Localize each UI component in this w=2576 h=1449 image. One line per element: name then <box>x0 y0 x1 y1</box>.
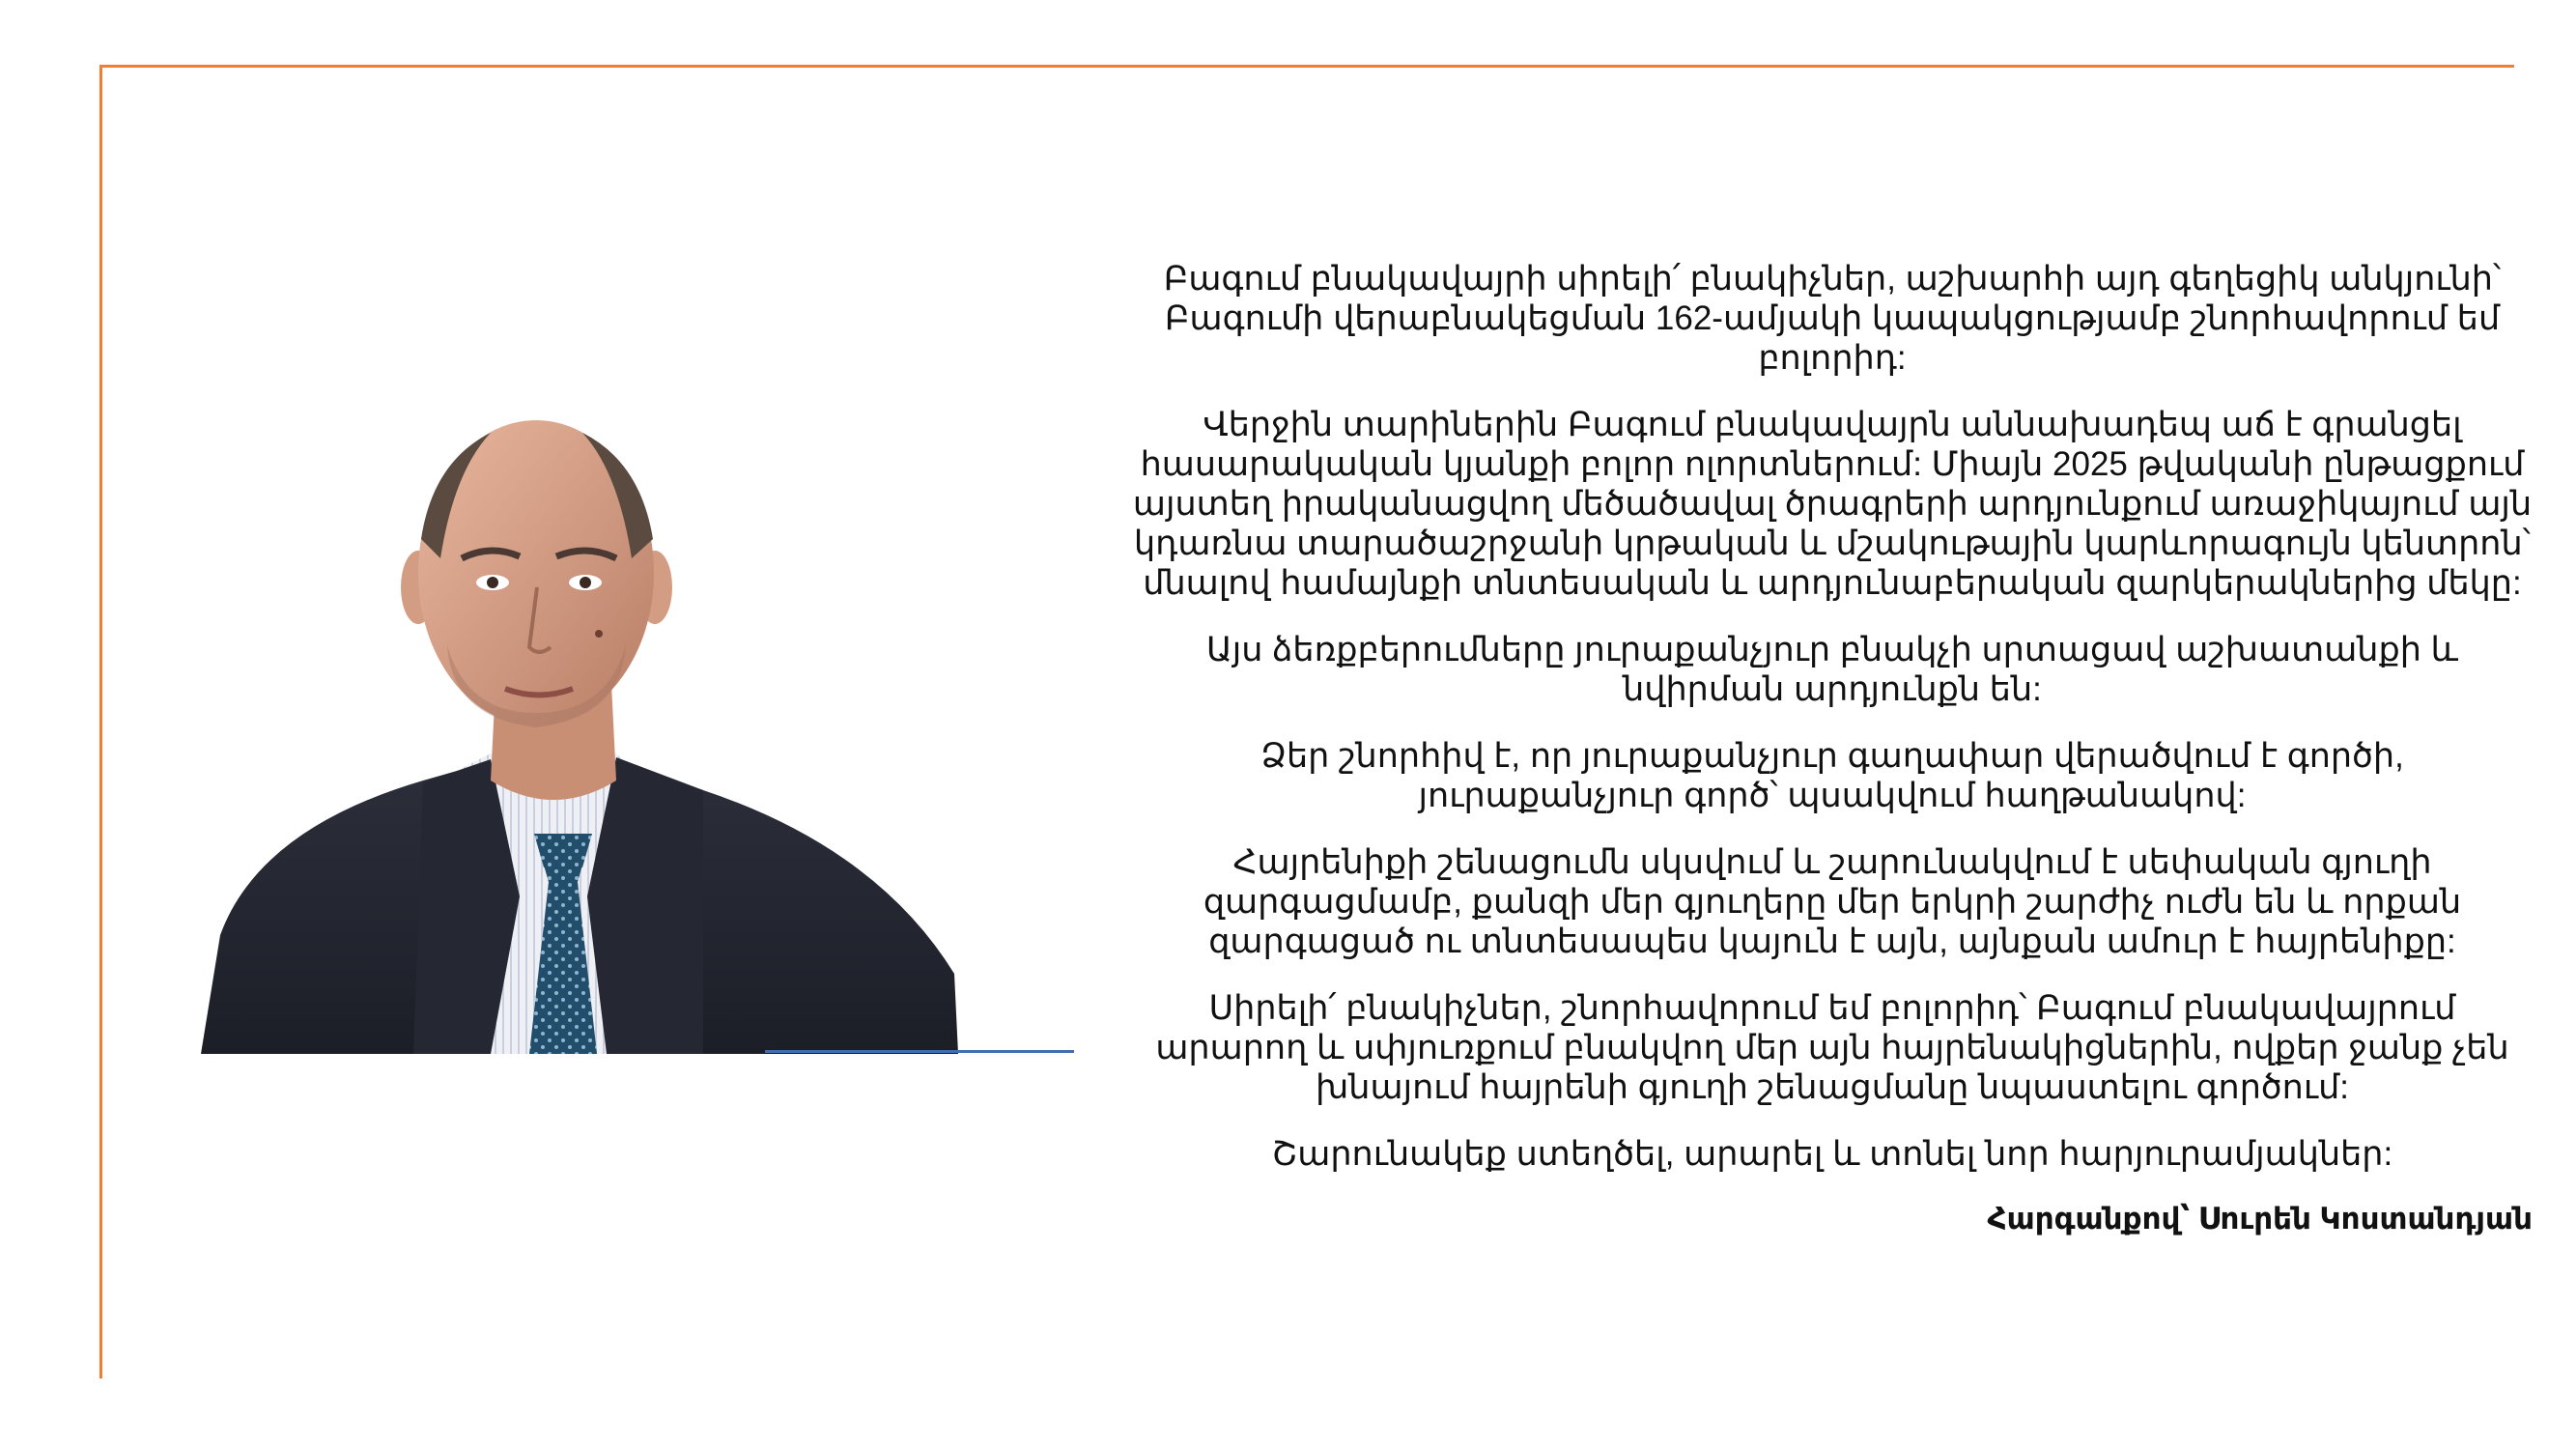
letter-signature: Հարգանքով՝ Սուրեն Կոստանդյան <box>1987 1202 2533 1236</box>
letter-paragraph: Ձեր շնորհիվ է, որ յուրաքանչյուր գաղափար վերածվում է գործի, յուրաքանչյուր գործ՝ պսակվում հաղթանակով: <box>1260 737 2404 814</box>
letter-paragraph: Հայրենիքի շենացումն սկսվում և շարունակվում է սեփական գյուղի զարգացմամբ, քանզի մեր գյուղերը մեր երկրի շարժիչ ուժն են և որքան զարգացած ու տնտեսապես կայուն է այն, այնքան ամուր է հայրենիքը: <box>1203 843 2462 960</box>
frame-left-line <box>99 65 102 1378</box>
frame-top-line <box>99 65 2514 68</box>
greeting-letter <box>1132 259 2533 1237</box>
letter-paragraph: Վերջին տարիներին Բագում բնակավայրն աննախադեպ աճ է գրանցել հասարակական կյանքի բոլոր ոլորտներում: Միայն 2025 թվականի ընթացքում այստեղ իրականացվող մեծածավալ ծրագրերի արդյունքում առաջիկայում այն կդառնա տարածաշրջանի կրթական և մշակութային կարևորագույն կենտրոն՝ մնալով համայնքի տնտեսական և արդյունաբերական զարկերակներից մեկը: <box>1132 406 2533 602</box>
letter-paragraph: Սիրելի՛ բնակիչներ, շնորհավորում եմ բոլորիդ՝ Բագում բնակավայրում արարող և սփյուռքում բնակվող մեր այն հայրենակիցներին, ովքեր ջանք չեն խնայում հայրենի գյուղի շենացմանը նպաստելու գործում: <box>1155 989 2509 1106</box>
portrait-illustration <box>201 394 958 1054</box>
letter-paragraph: Շարունակեք ստեղծել, արարել և տոնել նոր հարյուրամյակներ: <box>1271 1135 2393 1173</box>
letter-paragraph: Այս ձեռքբերումները յուրաքանչյուր բնակչի սրտացավ աշխատանքի և նվիրման արդյունքն են: <box>1205 631 2459 708</box>
letter-paragraph: Բագում բնակավայրի սիրելի՛ բնակիչներ, աշխարհի այդ գեղեցիկ անկյունի՝ Բագումի վերաբնակեցման 162-ամյակի կապակցությամբ շնորհավորում եմ բոլորիդ: <box>1163 260 2502 377</box>
portrait-photo <box>201 394 958 1054</box>
photo-underline <box>765 1050 1074 1053</box>
